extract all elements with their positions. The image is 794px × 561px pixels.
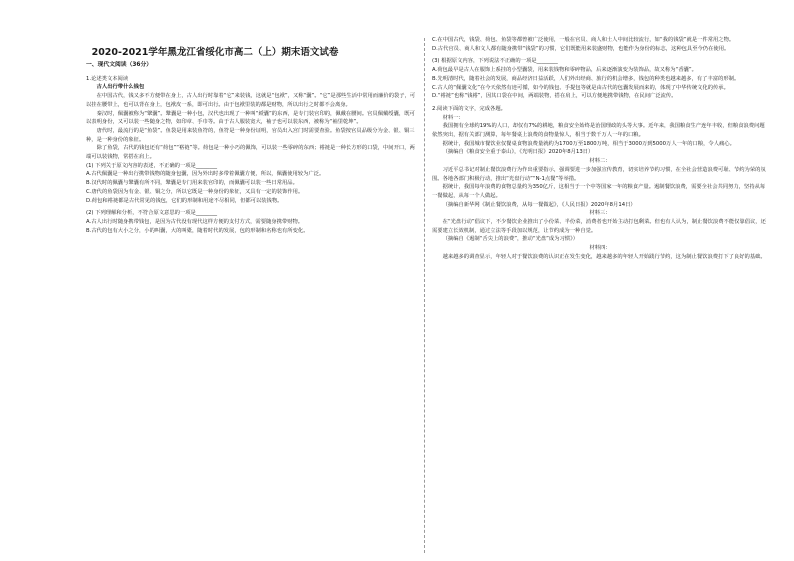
question-option: A.古人出行时随身携带钱包，是因为古代没有现代这样方便的支付方式，需要随身携带财物。 <box>86 218 304 225</box>
essay-paragraph: 除了鱼袋，古代的钱包还有“荷包”“褡裢”等。荷包是一种小巧的佩饰，可以装一些零碎的东西；褡裢是一种长方形的口袋，中间开口，两端可以装钱物，常搭在肩上。 <box>86 145 415 161</box>
part-label: 1.论述类文本阅读 <box>86 75 129 82</box>
question-option: C.在中国古代，钱袋、荷包、鱼袋等都曾被广泛使用，一般在官员、商人和士人中间比较流行，如“我的钱袋”就是一件常用之物。 <box>432 37 735 43</box>
column-divider <box>424 38 425 553</box>
material-source: （摘编自《遏制“舌尖上的浪费”，推动“光盘”成为习惯》） <box>442 236 579 243</box>
material-label: 材料三： <box>589 210 611 217</box>
section-heading: 一、现代文阅读（36分） <box>86 62 153 68</box>
right-column <box>432 36 768 556</box>
material-text: 在“光盘行动”倡议下，不少餐饮企业推出了小份菜、半份菜，消费者也开始主动打包剩菜。但也有人认为，制止餐饮浪费不能仅靠倡议，还需要建立长效机制，通过立法等手段加以规范，让节约成为一种自觉。 <box>432 219 766 234</box>
question-option: A.古代佩囊是一种出行携带钱物的随身包囊，因为外出时多带着佩囊方便，所以，佩囊使用较为广泛。 <box>86 171 325 178</box>
question-stem: (3) 根据原文内容，下列说法不正确的一项是________ <box>432 58 558 65</box>
material-label: 材料四： <box>589 245 611 252</box>
question-option: D.荷包和褡裢都是古代常见的钱包，它们的形制和用途不尽相同，但都可以装钱物。 <box>86 197 283 204</box>
question-option: C.古人的“佩囊文化”在今天依然有迹可循，如今的钱包、手提包等就是由古代的包囊发展而来的，体现了中华传统文化的传承。 <box>432 84 729 91</box>
essay-paragraph: 唐代时，最流行的是“鱼袋”。鱼袋是用来装鱼符的，鱼符是一种身份证明，官员出入宫门时需要查验。鱼袋按官员品级分为金、银、铜三种，是一种身份的象征。 <box>86 127 415 143</box>
question-stem: 2.阅读下面的文字，完成各题。 <box>432 105 506 112</box>
question-option: B.汉代时的佩囊与鞶囊有所不同，鞶囊是专门用来装官印的，而佩囊可以装一些日常用品。 <box>86 180 298 187</box>
material-text: 据统计，我国城市餐饮业仅餐桌食物浪费量就约为1700万至1800万吨，相当于3000万到5000万人一年的口粮，令人痛心。 <box>442 140 735 147</box>
question-option: C.唐代的鱼袋因为有金、银、铜之分，所以它既是一种身份的象征，又具有一定的装饰作用。 <box>86 188 304 195</box>
essay-title: 古人出行带什么钱包 <box>96 84 145 91</box>
question-option: B.先明清时代，随着社会的发展，商品经济日益活跃，人们外出经商、旅行的机会增多，钱包的种类也越来越多，有了丰富的形制。 <box>432 75 740 82</box>
question-option: D.古代官员、商人和文人都有随身携带“钱袋”的习惯，它们既能用来装盛财物，也能作为身份的标志，这种包具至今仍在使用。 <box>432 45 730 52</box>
question-option: B.古代的包有大小之分，小的叫囊，大的叫橐，随着时代的发展，包的形制和名称也有所变化。 <box>86 227 309 234</box>
material-text: 习近平总书记对制止餐饮浪费行为作出重要指示，强调要进一步加强宣传教育，切实培养节约习惯，在全社会营造浪费可耻、节约为荣的氛围。各地各部门积极行动，推出“光盘行动”“N-1点餐”等举措。 <box>432 166 766 182</box>
question-stem: (2) 下列理解和分析，不符合原文意思的一项是________ <box>86 210 218 217</box>
question-stem: (1) 下列关于原文内容的表述，不正确的一项是________ <box>86 162 218 169</box>
material-text: 据统计，我国每年浪费的食物总量约为350亿斤，这相当于一个中等国家一年的粮食产量。遏制餐饮浪费，需要全社会共同努力，坚持从每一餐做起，从每一个人做起。 <box>432 184 766 199</box>
essay-paragraph: 在中国古代，钱又多不方便带在身上，古人出行时靠着“它”来装钱，这就是“包袱”，又称“囊”。“它”是那些生活中常用而廉价的袋子，可以挂在腰带上，也可以背在身上，包袱皮一系，即可出行。由于包袱里装的都是财物，所以出行之时都不会离身。 <box>86 93 416 108</box>
essay-paragraph: 秦汉时，佩囊被称为“鞶囊”。鞶囊是一种小包，汉代也出现了一种叫“綬囊”的东西，是专门装官印的，佩戴在腰间。官员佩戴绶囊，既可以表明身份，又可以装一些随身之物，如印章、手巾等。由于古人服装宽大，袖子也可以装东西，被称为“袖里乾坤”。 <box>86 110 415 126</box>
material-label: 材料一： <box>442 114 464 121</box>
question-option: D.“褡裢”也称“钱褡”，因其口袋在中间，两端装物，搭在肩上，可以方便地携带钱物，在民间广泛流传。 <box>432 93 677 100</box>
material-source: （摘编自新华网《制止餐饮浪费，从每一餐做起》，《人民日报》2020年8月14日） <box>442 201 636 208</box>
material-text: 越来越多的调查显示，年轻人对于餐饮浪费的认识正在发生变化，越来越多的年轻人开始践行节约，这为制止餐饮浪费打下了良好的基础。 <box>442 253 766 260</box>
page-title: 2020-2021学年黑龙江省绥化市高二（上）期末语文试卷 <box>91 47 339 58</box>
material-label: 材料二： <box>589 158 611 165</box>
material-source: （摘编自《粮食安全重于泰山》，《光明日报》2020年8月13日） <box>442 149 594 156</box>
question-option: A.荷包最早是古人在服饰上系挂的小型囊袋，用来装钱物和零碎物品，后来逐渐演变为装饰品，故又称为“香囊”。 <box>432 67 697 74</box>
left-column <box>86 58 416 553</box>
material-text: 我国拥有全球约19%的人口，却仅有7%的耕地，粮食安全始终是治国理政的头等大事。近年来，我国粮食生产连年丰收，但粮食浪费问题依然突出，据有关部门测算，每年餐桌上浪费的食物量惊人，相当于数千万人一年的口粮。 <box>432 123 765 139</box>
